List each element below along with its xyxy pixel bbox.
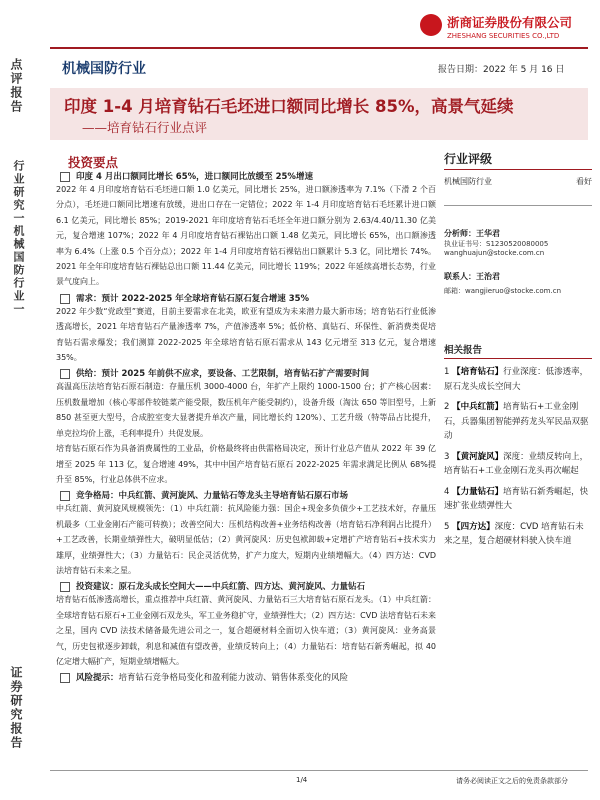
right-sidebar <box>444 150 592 549</box>
related-report-item[interactable]: 3 【黄河旋风】深度：业绩反转向上，培育钻石+工业金刚石龙头再次崛起 <box>444 451 589 476</box>
section-heading: 竞争格局：中兵红箭、黄河旋风、力量钻石等龙头主导培育钻石原石市场 <box>56 489 436 501</box>
section-2 <box>56 292 436 366</box>
section-heading: 需求：预计 2022-2025 年全球培育钻石原石复合增速 35% <box>56 292 436 304</box>
contact-name: 联系人：王治君 <box>444 272 500 281</box>
vertical-category: 行业研究一机械国防行业一 <box>12 160 25 316</box>
section-heading: 印度 4 月出口额同比增长 65%，进口额同比放缓至 25%增速 <box>56 170 436 182</box>
section-4 <box>56 489 436 578</box>
related-reports-heading: 相关报告 <box>444 336 592 359</box>
bullet-square-icon <box>60 294 70 304</box>
main-content <box>56 168 436 683</box>
vertical-footer-label: 证券研究报告 <box>9 666 23 750</box>
highlights-heading: 投资要点 <box>68 155 119 170</box>
report-title: 印度 1-4 月培育钻石毛坯进口额同比增长 85%，高景气延续 <box>64 97 514 116</box>
related-report-item[interactable]: 4 【力量钻石】培育钻石新秀崛起，快速扩张业绩弹性大 <box>444 486 589 511</box>
contact-email: 邮箱：wangjieruo@stocke.com.cn <box>444 287 562 295</box>
footer-divider <box>50 770 588 771</box>
rating-row <box>444 170 592 206</box>
bullet-square-icon <box>60 172 70 182</box>
analyst-email: wanghuajun@stocke.com.cn <box>444 249 545 257</box>
bullet-square-icon <box>60 673 70 683</box>
header-divider <box>50 47 588 49</box>
bullet-square-icon <box>60 491 70 501</box>
section-3 <box>56 367 436 487</box>
rating-row-label: 机械国防行业 <box>444 177 492 186</box>
vertical-report-type: 点评报告 <box>9 58 23 114</box>
section-text: 培育钻石低渗透高增长，重点推荐中兵红箭、黄河旋风、力量钻石三大培育钻石原石龙头。（1）中兵红箭：全球培育钻石原石+工业金刚石双龙头，军工业务稳扩守，业绩弹性大；（2）四方达：CVD 法培育钻石未来之星，国内 CVD 法技术储备最先进公司之一，复合超硬材料全面切入快车道；（3）黄河旋风：业务高景气，历史包袱逐步卸载，利息和减值有望改善，业绩反转向上；（4）力量钻石：培育钻石新秀崛起，拟 40 亿定增大幅扩产，短期业绩增幅大。 <box>56 595 436 666</box>
section-6 <box>56 671 436 683</box>
footer-disclaimer: 请务必阅读正文之后的免责条款部分 <box>456 777 568 785</box>
section-5 <box>56 580 436 669</box>
report-subtitle: ——培育钻石行业点评 <box>82 120 208 135</box>
bullet-square-icon <box>60 582 70 592</box>
analyst-cert: 执业证书号：S1230520080005 <box>444 240 549 248</box>
section-1 <box>56 170 436 290</box>
rating-heading: 行业评级 <box>444 150 592 170</box>
rating-row-value: 看好 <box>576 177 592 186</box>
related-report-item[interactable]: 5 【四方达】深度：CVD 培育钻石未来之星，复合超硬材料驶入快车道 <box>444 521 584 546</box>
company-logo <box>420 10 600 50</box>
section-text-2: 培育钻石原石作为具备消费属性的工业品，价格最终将由供需格局决定，预计行业总产值从 2022 年 39 亿增至 2025 年 113 亿，复合增速 49%，其中中国产培育钻石原石 2022-2025 年需求满足比例从 68%提升至 85%，行业总体供不应求。 <box>56 444 436 484</box>
left-vertical-bar <box>0 0 40 800</box>
logo-english-name: ZHESHANG SECURITIES CO.,LTD <box>447 32 560 40</box>
report-date: 报告日期：2022 年 5 月 16 日 <box>438 65 565 75</box>
section-text: 2022 年少数“党政型”赛道，目前主要需求在北美，欧亚有望成为未来潜力最大新市场；培育钻石行业低渗透高增长，2021 年培育钻石产量渗透率 7%，产值渗透率 5%；低价格、真钻石、环保性、新消费类促培育钻石需求爆发；我们测算 2022-2025 年全球培育钻石原石需求从 143 亿元增至 313 亿元，复合增速 35%。 <box>56 306 436 363</box>
related-report-item[interactable]: 2 【中兵红箭】培育钻石+工业金刚石，兵器集团智能弹药龙头军民品双驱动 <box>444 402 589 441</box>
related-report-item[interactable]: 1 【培育钻石】行业深度：低渗透率，原石龙头成长空间大 <box>444 367 589 392</box>
section-text: 中兵红箭、黄河旋风规模领先：（1）中兵红箭：抗风险能力强：国企+现金多负债少+工艺技术好，存量压机最多（工业金刚石产能可转换）；改善空间大：压机结构改善+业务结构改善（培育钻石净利润占比提升）+工艺改善，长期业绩弹性大，破明显低估；（2）黄河旋风：历史包袱卸载+定增扩产培育钻石+技术实力雄厚，业绩弹性大；（3）力量钻石：民企灵活优势，扩产力度大，短期内业绩增幅大。（4）四方达：CVD 法培育钻石未来之星。 <box>56 504 436 575</box>
sector-label: 机械国防行业 <box>62 61 146 77</box>
analyst-name: 分析师：王华君 <box>444 229 500 238</box>
section-text: 2022 年 4 月印度培育钻石毛坯进口额 1.0 亿美元，同比增长 25%，进口额渗透率为 7.1%（下滑 2 个百分点），毛坯进口额同比增速有放缓，进出口存在一定错位；2022 年 1-4 月印度培育钻石毛坯累计进口额 6.1 亿美元，同比增长 85%；2019-2021 年印度培育钻石毛坯全年进口额分别为 2.63/4.40/11.30 亿美元，复合增速 107%；2022 年 4 月印度培育钻石裸钻出口额 1.48 亿美元，同比增长 65%，出口额渗透率为 6.4%（上涨 0.5 个百分点）；2022 年 1-4 月印度培育钻石裸钻出口额累计 5.3 亿，同比增长 74%。2021 年全年印度培育钻石裸钻总出口额 11.44 亿美元，同比增长 119%；2022 年延续高增长态势，行业景气度向上。 <box>56 185 436 287</box>
section-heading: 供给：预计 2025 年前供不应求，要设备、工艺限制，培育钻石扩产需要时间 <box>56 367 436 379</box>
logo-chinese-name: 浙商证券股份有限公司 <box>447 15 573 30</box>
bullet-square-icon <box>60 369 70 379</box>
section-heading: 风险提示： 培育钻石竞争格局变化和盈利能力波动、销售体系变化的风险 <box>56 671 436 683</box>
logo-emblem-icon <box>420 14 442 36</box>
section-heading: 投资建议：原石龙头成长空间大——中兵红箭、四方达、黄河旋风、力量钻石 <box>56 580 436 592</box>
page-number: 1/4 <box>296 776 308 784</box>
section-text: 高温高压法培育钻石原石制造：存量压机 3000-4000 台，年扩产上限约 1000-1500 台；扩产核心因素：压机数量增加（核心零部件较链菜产能受限，数压机年产能受制约），设备升级（淘汰 650 等旧型号，上新 850 甚至更大型号，合成腔室变大显著提升单次产量，同比增长约 120%）、工艺升级（特等品占比提升，单克拉均价上涨，毛利率提升）共促发展。 <box>56 382 436 438</box>
